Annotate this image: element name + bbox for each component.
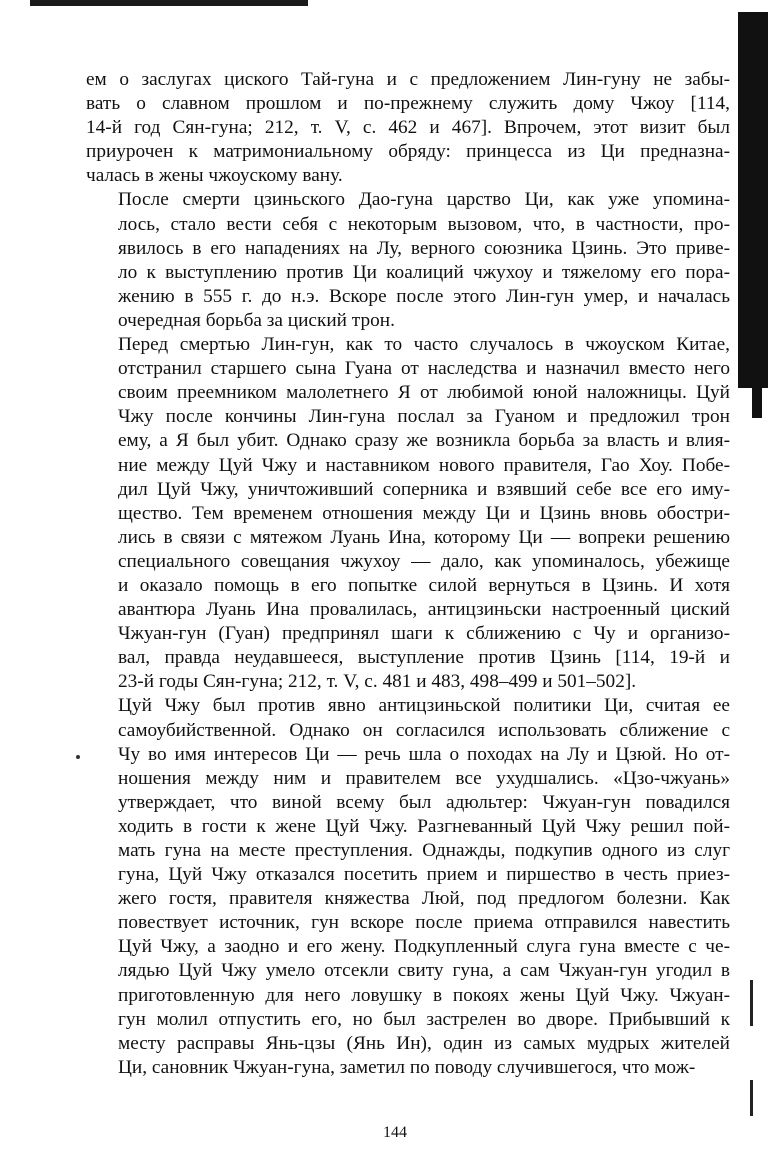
text-line: 23-й годы Сян-гуна; 212, т. V, с. 481 и 483, 498–499 и 501–502]. — [118, 671, 637, 693]
right-scan-edge-shadow — [738, 12, 768, 388]
paragraph-3 — [86, 333, 730, 694]
text-line: гун молил отпустить его, но был застрелен во дворе. Прибывший к — [118, 1008, 730, 1030]
text-line: гуна, Цуй Чжу отказался посетить прием и пиршество в честь приез- — [118, 864, 730, 886]
text-line: утверждает, что виной всему был адюльтер: Чжуан-гун повадился — [118, 791, 730, 813]
scan-speck — [76, 755, 80, 759]
text-line: специального совещания чжухоу — дало, как упоминалось, убежище — [118, 550, 730, 572]
text-line: ходить в гости к жене Цуй Чжу. Разгневанный Цуй Чжу решил пой- — [118, 815, 730, 837]
top-scan-rule — [30, 0, 308, 6]
paragraph-2 — [86, 188, 730, 333]
text-line: явилось в его нападениях на Лу, верного союзника Цзинь. Это приве- — [118, 237, 730, 259]
text-line: чалась в жены чжоускому вану. — [86, 165, 343, 187]
text-line: дил Цуй Чжу, уничтоживший соперника и взявший себе все его иму- — [118, 478, 730, 500]
text-line: ло к выступлению против Ци коалиций чжухоу и тяжелому его пора- — [118, 261, 730, 283]
text-line: Чжуан-гун (Гуан) предпринял шаги к сближению с Чу и организо- — [118, 623, 730, 645]
text-line: лядью Цуй Чжу умело отсекли свиту гуна, а сам Чжуан-гун угодил в — [118, 960, 730, 982]
text-line: отстранил старшего сына Гуана от наследства и назначил вместо него — [118, 358, 730, 380]
text-line: месту расправы Янь-цзы (Янь Ин), один из самых мудрых жителей — [118, 1032, 730, 1054]
text-line: повествует источник, гун вскоре после приема отправился навестить — [118, 912, 730, 934]
text-line: 14-й год Сян-гуна; 212, т. V, с. 462 и 467]. Впрочем, этот визит был — [86, 117, 730, 139]
text-line: самоубийственной. Однако он согласился использовать сближение с — [118, 719, 730, 741]
text-line: вать о славном прошлом и по-прежнему служить дому Чжоу [114, — [86, 93, 730, 115]
right-scan-edge-tick — [750, 1080, 753, 1116]
text-line: После смерти цзиньского Дао-гуна царство Ци, как уже упомина- — [118, 189, 730, 211]
paragraph-4 — [86, 694, 730, 1080]
text-line: жению в 555 г. до н.э. Вскоре после этого Лин-гун умер, и началась — [118, 285, 730, 307]
right-scan-edge-notch — [752, 388, 762, 418]
text-line: Цуй Чжу, а заодно и его жену. Подкупленный слуга гуна вместе с че- — [118, 936, 730, 958]
page-body — [86, 68, 730, 1080]
text-line: вал, правда неудавшееся, выступление против Цзинь [114, 19-й и — [118, 647, 730, 669]
text-line: ние между Цуй Чжу и наставником нового правителя, Гао Хоу. Побе- — [118, 454, 730, 476]
text-line: мать гуна на месте преступления. Однажды, подкупив одного из слуг — [118, 840, 730, 861]
text-line: приурочен к матримониальному обряду: принцесса из Ци предназна- — [86, 141, 730, 163]
text-line: Чжу после кончины Лин-гуна послал за Гуаном и предложил трон — [118, 406, 730, 428]
text-line: своим преемником малолетнего Я от любимой юной наложницы. Цуй — [118, 382, 730, 404]
text-line: очередная борьба за циский трон. — [118, 309, 395, 331]
text-line: ношения между ним и правителем все ухудшались. «Цзо-чжуань» — [118, 767, 730, 789]
text-line: Цуй Чжу был против явно антицзиньской политики Ци, считая ее — [118, 695, 730, 717]
text-line: лось, стало вести себя с некоторым вызовом, что, в частности, про- — [118, 213, 730, 235]
right-scan-edge-tick — [750, 980, 753, 1026]
text-line: и оказало помощь в его попытке силой вернуться в Цзинь. И хотя — [118, 574, 730, 596]
text-line: лись в связи с мятежом Луань Ина, которому Ци — вопреки решению — [118, 526, 730, 548]
text-line: Перед смертью Лин-гун, как то часто случалось в чжоуском Китае, — [118, 334, 730, 356]
text-line: Чу во имя интересов Ци — речь шла о походах на Лу и Цзюй. Но от- — [118, 743, 730, 765]
paragraph-1 — [86, 68, 730, 188]
text-line: щество. Тем временем отношения между Ци и Цзинь вновь обостри- — [118, 502, 730, 524]
text-line: приготовленную для него ловушку в покоях жены Цуй Чжу. Чжуан- — [118, 984, 730, 1006]
text-line: жего гостя, правителя княжества Люй, под предлогом болезни. Как — [118, 888, 730, 910]
text-line: ем о заслугах циского Тай-гуна и с предложением Лин-гуну не забы- — [86, 69, 730, 90]
page-number: 144 — [383, 1124, 407, 1141]
text-line: авантюра Луань Ина провалилась, антицзиньски настроенный циский — [118, 599, 730, 621]
text-line: Ци, сановник Чжуан-гуна, заметил по поводу случившегося, что мож- — [118, 1056, 696, 1078]
text-line: ему, а Я был убит. Однако сразу же возникла борьба за власть и влия- — [118, 430, 730, 452]
